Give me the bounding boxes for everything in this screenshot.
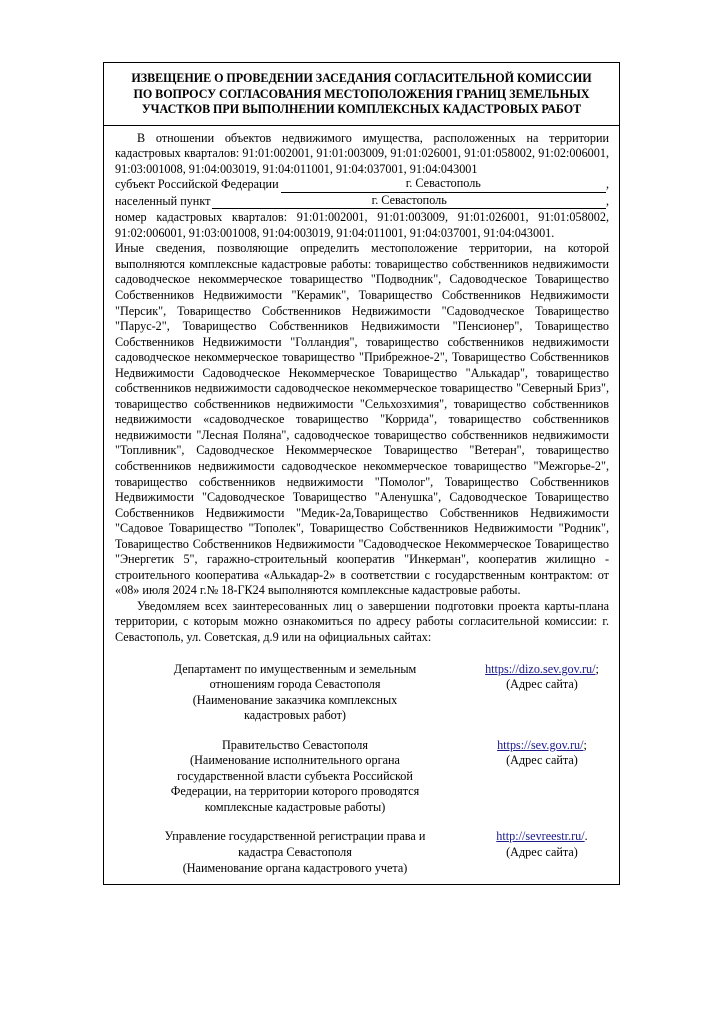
intro-paragraph: В отношении объектов недвижимого имущества, расположенных на территории кадастровых кварталов: 91:01:002001, 91:01:003009, 91:01:026001, 91:01:058002, 91:02:006001, 91:03:001008, 91:04:003019, 91:04:011001, 91:04:037001, 91:04:043001: [115, 130, 609, 176]
org-government-url-suffix: ;: [583, 737, 587, 752]
org-customer-name: [115, 662, 475, 724]
org-registrar-name-line-2: кадастра Севастополя: [238, 845, 352, 860]
locality-field-row: [115, 194, 609, 211]
org-registrar-url-caption: (Адрес сайта): [506, 845, 578, 860]
org-government-caption-line-1: (Наименование исполнительного органа: [190, 753, 400, 768]
document-frame: [103, 62, 620, 885]
org-customer-url-row: [475, 662, 609, 678]
org-government-url-cell: [475, 738, 609, 769]
org-customer-name-line-1: Департамент по имущественным и земельным: [173, 661, 417, 676]
org-registrar-name: [115, 829, 475, 876]
org-government-caption-line-4: комплексные кадастровые работы): [204, 799, 386, 814]
org-government-url-row: [475, 738, 609, 754]
org-customer-url-caption: (Адрес сайта): [506, 677, 578, 692]
org-government-url-link[interactable]: https://sev.gov.ru/: [497, 737, 584, 752]
org-registrar-name-line-1: Управление государственной регистрации права и: [164, 829, 426, 844]
org-registrar-url-link[interactable]: http://sevreestr.ru/: [496, 829, 585, 844]
org-block-customer: [115, 662, 609, 724]
title-line-2: ПО ВОПРОСУ СОГЛАСОВАНИЯ МЕСТОПОЛОЖЕНИЯ ГРАНИЦ ЗЕМЕЛЬНЫХ: [133, 86, 590, 101]
org-block-registrar: [115, 829, 609, 876]
subject-field-value: г. Севастополь: [281, 176, 606, 193]
subject-field-label: субъект Российской Федерации: [115, 177, 279, 192]
subject-field-tail: ,: [605, 177, 609, 192]
org-customer-url-cell: [475, 662, 609, 693]
org-customer-url-link[interactable]: https://dizo.sev.gov.ru/: [485, 661, 596, 676]
org-government-caption-line-2: государственной власти субъекта Российской: [177, 768, 413, 783]
org-government-url-caption: (Адрес сайта): [506, 753, 578, 768]
org-government-name: [115, 738, 475, 816]
org-customer-caption-line-1: (Наименование заказчика комплексных: [192, 692, 398, 707]
locality-field-label: населенный пункт: [115, 193, 211, 208]
page-title: [104, 63, 619, 126]
org-customer-name-line-2: отношениям города Севастополя: [209, 677, 381, 692]
org-registrar-url-cell: [475, 829, 609, 860]
org-government-name-line-1: Правительство Севастополя: [221, 737, 368, 752]
org-registrar-caption-line-1: (Наименование органа кадастрового учета): [182, 860, 408, 875]
org-government-caption-line-3: Федерации, на территории которого проводятся: [170, 784, 420, 799]
org-block-government: [115, 738, 609, 816]
other-info-paragraph: Иные сведения, позволяющие определить местоположение территории, на которой выполняются комплексные кадастровые работы: товарищество собственников недвижимости садоводческое некоммерческое товарищество "Подводник", Садоводческое Товарищество Собственников Недвижимости "Керамик", Товарищество Собственников Недвижимости "Персик", Товарищество Собственников Недвижимости "Садоводческое Товарищество "Парус-2", Товарищество Собственников Недвижимости "Пенсионер", Товарищество Собственников Недвижимости "Голландия", товарищество собственников недвижимости садоводческое некоммерческое товарищество "Прибрежное-2", Товарищество Собственников Недвижимости Садоводческое Некоммерческое Товарищество "Алькадар", товарищество собственников недвижимости садоводческое некоммерческое товарищество "Северный Бриз", товарищество собственников недвижимости "Сельхозхимия", товарищество собственников недвижимости «садоводческое товарищество "Коррида", товарищество собственников недвижимости "Лесная Поляна", садоводческое товарищество собственников недвижимости "Топливник", Садоводческое Некоммерческое Товарищество "Ветеран", товарищество собственников недвижимости садоводческое некоммерческое товарищество "Межгорье-2", товарищество собственников недвижимости "Помолог", Товарищество Собственников Недвижимости "Садоводческое Товарищество "Аленушка", Садоводческое Товарищество Собственников Недвижимости "Медик-2а,Товарищество Собственников Недвижимости "Садовое Товарищество "Тополек", Товарищество Собственников Недвижимости "Родник", Товарищество Собственников Недвижимости "Садоводческое Некоммерческое Товарищество "Энергетик 5", гаражно-строительный кооператив "Инкерман", кооператив жилищно - строительного кооператива «Алькадар-2» в соответствии с государственным контрактом: от «08» июля 2024 г.№ 18-ГК24 выполняются комплексные кадастровые работы.: [115, 241, 609, 598]
locality-field-tail: ,: [605, 193, 609, 208]
org-customer-caption-line-2: кадастровых работ): [244, 708, 346, 723]
org-registrar-url-row: [475, 829, 609, 845]
quarters-paragraph: номер кадастровых кварталов: 91:01:002001, 91:01:003009, 91:01:026001, 91:01:058002, 91:02:006001, 91:03:001008, 91:04:003019, 91:04:011001, 91:04:037001, 91:04:043001.: [115, 210, 609, 240]
org-registrar-url-suffix: .: [584, 829, 588, 844]
locality-field-value: г. Севастополь: [212, 193, 606, 210]
title-line-1: ИЗВЕЩЕНИЕ О ПРОВЕДЕНИИ ЗАСЕДАНИЯ СОГЛАСИТЕЛЬНОЙ КОМИССИИ: [131, 71, 592, 85]
document-body: [104, 126, 619, 885]
title-line-3: УЧАСТКОВ ПРИ ВЫПОЛНЕНИИ КОМПЛЕКСНЫХ КАДАСТРОВЫХ РАБОТ: [141, 102, 582, 116]
notice-paragraph: Уведомляем всех заинтересованных лиц о завершении подготовки проекта карты-плана территории, с которым можно ознакомиться по адресу работы согласительной комиссии: г. Севастополь, ул. Советская, д.9 или на официальных сайтах:: [115, 598, 609, 644]
subject-field-row: [115, 177, 609, 194]
org-customer-url-suffix: ;: [595, 661, 599, 676]
